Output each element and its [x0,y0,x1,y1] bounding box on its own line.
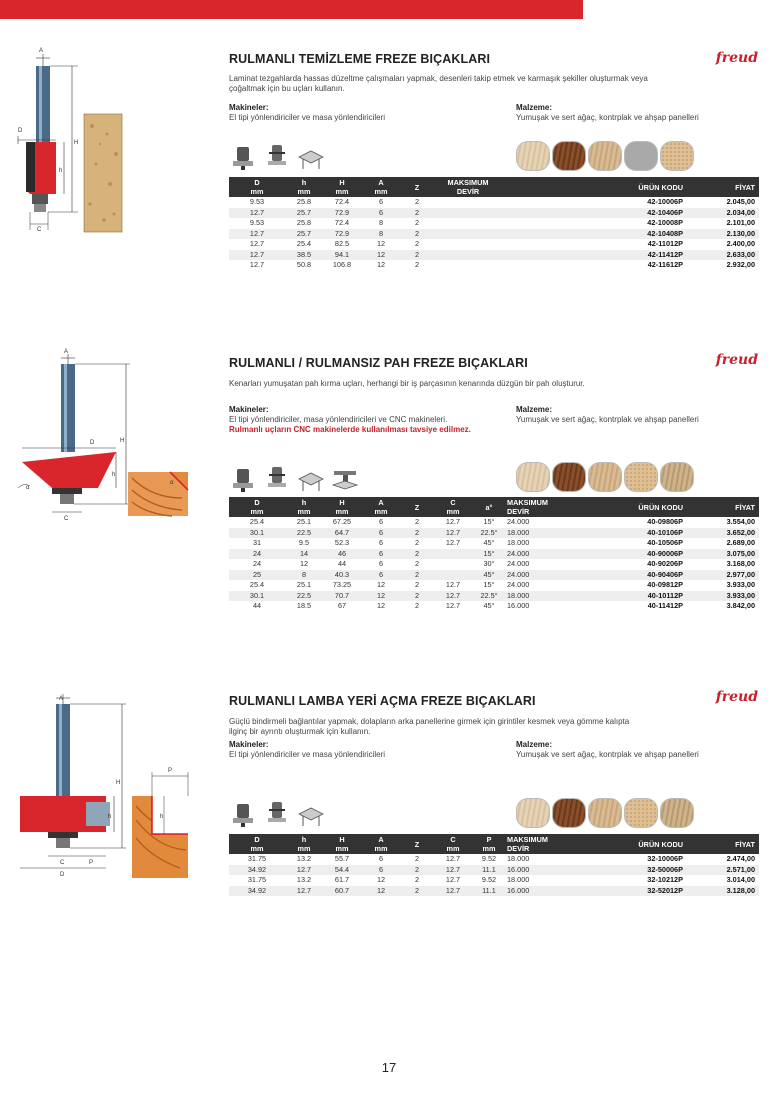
price-cell: 3.933,00 [726,580,755,589]
table-cell: 18.000 [505,591,565,602]
rabbet-bit-drawing [12,692,192,882]
table-cell: 13.2 [296,854,312,863]
price-cell: 3.014,00 [726,875,755,884]
dim-label-p: P [89,860,94,866]
table-cell: 31.75 [247,854,267,863]
table-cell: 2 [401,865,433,876]
table-cell: 2 [401,570,433,581]
table-cell: 2 [401,549,433,560]
machine-icons [229,800,325,828]
price-cell: 3.554,00 [726,517,755,526]
table-cell: 45° [473,570,505,581]
price-cell: 2.977,00 [687,570,759,581]
price-cell: 2.130,00 [687,229,759,240]
table-cell: 50.8 [296,260,312,269]
product-code-cell: 42-10006P [647,197,683,206]
table-cell: 15° [483,517,495,526]
section-description: Kenarları yumuşatan pah kırma uçları, herhangi bir iş parçasının kenarında düzgün bir pah oluşturur. [229,379,585,388]
table-cell: 9.5 [298,538,310,547]
price-cell: 3.168,00 [726,559,755,568]
dim-label-angle: α [26,485,30,491]
table-cell: 2 [401,886,433,897]
price-cell: 2.571,00 [687,865,759,876]
table-cell: 72.4 [334,197,350,206]
table-cell: 9.52 [481,854,497,863]
table-cell: 2 [401,229,433,240]
price-cell: 3.842,00 [726,601,755,610]
freud-logo: freud [715,689,758,705]
wood-swatch-chipboard [624,798,658,828]
dim-label-c: C [37,227,42,233]
section-description: Laminat tezgahlarda hassas düzeltme çalışmaları yapmak, desenleri takip etmek ve karmaşık şekiller oluşturmak veya çoğaltmak için bu uçları kullanın. [229,74,648,93]
table-cell: 2 [414,559,420,568]
table-cell: 9.53 [249,218,265,227]
table-cell: 72.4 [334,218,350,227]
machines-text: El tipi yönlendiriciler ve masa yönlendiricileri [229,113,386,122]
table-cell: 106.8 [332,260,352,269]
dim-label-c: C [60,860,65,866]
col-header: D mm [229,497,285,517]
dim-label-h-cut: h [59,168,63,174]
table-cell: 12.7 [433,528,473,539]
table-cell: 2 [414,580,420,589]
table-cell: 25.4 [296,239,312,248]
table-cell: 8 [361,229,401,240]
table-cell: 2 [401,208,433,219]
price-cell: 2.034,00 [687,208,759,219]
table-cell: 15° [483,580,495,589]
table-cell: 55.7 [334,854,350,863]
col-header: A mm [361,497,401,517]
table-cell: 11.1 [473,865,505,876]
table-cell: 16.000 [505,886,565,897]
col-header: FİYAT [687,834,759,854]
col-header: MAKSIMUM DEVİR [505,497,565,517]
table-cell: 12.7 [285,865,323,876]
table-cell: 22.5° [473,591,505,602]
product-code-cell: 40-09812P [647,580,683,589]
table-cell: 12.7 [445,854,461,863]
product-code-cell: 32-10212P [647,875,683,884]
product-code-cell: 42-10008P [647,218,683,227]
table-cell: 34.92 [229,865,285,876]
table-cell: 45° [483,538,495,547]
freud-logo: freud [715,50,758,66]
dim-label-p-work: P [168,768,173,774]
dim-label-d: D [90,440,95,446]
table-cell: 25.1 [296,580,312,589]
table-cell: 22.5 [285,528,323,539]
table-cell: 12.7 [229,250,285,261]
table-cell: 2 [414,601,420,610]
table-cell: 12.7 [445,875,461,884]
table-cell: 12 [299,559,309,568]
table-cell: 2 [414,854,420,863]
table-cell: 12 [361,886,401,897]
col-header: D mm [229,177,285,197]
table-cell: 12.7 [433,886,473,897]
table-cell: 6 [361,549,401,560]
handheld-router-icon [229,800,257,828]
product-code-cell: 40-10112P [565,591,687,602]
product-code-cell: 40-10106P [565,528,687,539]
table-cell: 70.7 [323,591,361,602]
material-label: Malzeme: [516,740,553,749]
col-header: A mm [361,177,401,197]
col-header: Z [401,834,433,854]
col-header: a° [473,497,505,517]
table-cell: 52.3 [334,538,350,547]
table-cell: 12 [361,591,401,602]
table-cell: 12.7 [229,208,285,219]
table-cell: 22.5 [285,591,323,602]
router-table-icon [297,800,325,828]
table-cell: 2 [401,528,433,539]
wood-swatch-plywood [588,798,622,828]
col-header: ÜRÜN KODU [565,834,687,854]
product-code-cell: 42-11412P [503,250,687,261]
table-cell: 31 [252,538,262,547]
section-description: Güçlü bindirmeli bağlantılar yapmak, dolapların arka panellerine girmek için girintiler kesmek veya gömme kalıpta ilginç bir ayrıntı oluşturmak için kullanın. [229,717,630,736]
table-cell: 12.7 [433,591,473,602]
cnc-warning: Rulmanlı uçların CNC makinelerde kullanılması tavsiye edilmez. [229,425,471,434]
product-code-cell: 42-11612P [647,260,683,269]
table-cell: 6 [361,528,401,539]
table-cell: 2 [414,517,420,526]
col-header: D mm [229,834,285,854]
table-cell: 94.1 [323,250,361,261]
table-cell: 25.1 [296,517,312,526]
table-cell: 2 [401,250,433,261]
table-cell: 6 [378,559,384,568]
product-code-cell: 40-90406P [565,570,687,581]
table-cell: 31.75 [247,875,267,884]
table-cell: 18.000 [507,854,530,863]
col-header: MAKSIMUM DEVİR [433,177,503,197]
table-cell: 45° [483,601,495,610]
table-row [229,875,759,886]
col-header: P mm [473,834,505,854]
product-code-cell: 32-10006P [647,854,683,863]
table-cell: 12.7 [445,517,461,526]
table-cell: 18.000 [507,538,530,547]
product-code-cell: 40-10506P [647,538,683,547]
section-title: RULMANLI / RULMANSIZ PAH FREZE BIÇAKLARI [229,356,528,370]
table-cell: 24 [229,549,285,560]
product-code-cell: 32-52012P [565,886,687,897]
dim-label-h-cut: h [108,814,112,820]
table-cell: 15° [473,549,505,560]
table-cell: 12.7 [433,865,473,876]
machines-text: El tipi yönlendiriciler ve masa yönlendiricileri [229,750,386,759]
wood-swatch-dark [552,798,586,828]
table-cell: 8 [285,570,323,581]
price-cell: 2.932,00 [726,260,755,269]
wood-swatch-light [516,798,550,828]
dim-label-h-work: h [160,814,164,820]
dim-label-a: A [39,48,44,54]
price-cell: 2.400,00 [726,239,755,248]
dim-label-h-cut: h [112,472,116,478]
table-cell: 44 [252,601,262,610]
col-header: h mm [285,177,323,197]
table-cell: 12.7 [445,538,461,547]
table-row [229,854,759,865]
table-cell: 9.52 [481,875,497,884]
col-header: C mm [433,834,473,854]
table-cell: 73.25 [332,580,352,589]
table-cell: 30.1 [229,528,285,539]
table-cell: 12.7 [249,239,265,248]
table-cell: 30.1 [229,591,285,602]
table-cell: 2 [414,239,420,248]
table-cell: 25.7 [285,208,323,219]
table-row [229,886,759,897]
product-code-cell: 40-90206P [647,559,683,568]
table-cell: 72.9 [323,229,361,240]
table-cell: 14 [285,549,323,560]
price-cell: 3.128,00 [687,886,759,897]
dim-label-a: A [64,349,69,355]
table-cell: 22.5° [473,528,505,539]
product-code-cell: 40-09806P [647,517,683,526]
price-cell: 3.075,00 [687,549,759,560]
table-cell: 25.4 [249,517,265,526]
dim-label-d: D [18,128,23,134]
material-swatches [516,798,694,828]
col-header: Z [401,177,433,197]
table-cell: 25.7 [285,229,323,240]
table-cell: 54.4 [323,865,361,876]
col-header: MAKSIMUM DEVİR [505,834,565,854]
table-header-row [229,834,759,854]
table-cell: 18.000 [505,528,565,539]
table-cell: 44 [337,559,347,568]
section-title: RULMANLI TEMİZLEME FREZE BIÇAKLARI [229,52,491,66]
material-block [516,740,716,760]
table-cell: 24.000 [507,580,530,589]
price-cell: 3.933,00 [687,591,759,602]
dim-label-h-total: H [120,438,125,444]
price-cell: 2.633,00 [687,250,759,261]
product-code-cell: 42-10408P [503,229,687,240]
plunge-router-icon [263,800,291,828]
table-cell: 2 [414,260,420,269]
table-cell: 25.8 [296,218,312,227]
section-title: RULMANLI LAMBA YERİ AÇMA FREZE BIÇAKLARI [229,694,536,708]
col-header: H mm [323,177,361,197]
price-cell: 2.474,00 [726,854,755,863]
machines-text: El tipi yönlendiriciler, masa yönlendiricileri ve CNC makineleri. [229,415,448,424]
col-header: Z [401,497,433,517]
table-cell: 18.5 [296,601,312,610]
table-cell: 64.7 [323,528,361,539]
table-cell: 2 [401,591,433,602]
table-cell: 67 [337,601,347,610]
col-header: ÜRÜN KODU [565,497,687,517]
dim-label-angle-work: α [170,480,174,486]
material-text: Yumuşak ve sert ağaç, kontrplak ve ahşap panelleri [516,750,699,759]
table-cell: 6 [378,197,384,206]
table-cell: 2 [414,538,420,547]
table-cell: 6 [378,538,384,547]
material-text: Yumuşak ve sert ağaç, kontrplak ve ahşap panelleri [516,113,699,122]
table-cell: 12 [376,875,386,884]
table-cell: 12.7 [285,886,323,897]
table-cell: 16.000 [507,601,530,610]
col-header: ÜRÜN KODU [503,177,687,197]
product-code-cell: 32-50006P [565,865,687,876]
table-cell: 9.53 [249,197,265,206]
table-cell: 24.000 [505,570,565,581]
table-cell: 12 [376,601,386,610]
table-cell: 12.7 [445,580,461,589]
col-header: FİYAT [687,177,759,197]
table-cell: 12 [376,260,386,269]
dim-label-h-total: H [116,780,121,786]
table-cell: 2 [414,218,420,227]
table-cell: 6 [378,517,384,526]
table-cell: 12.7 [249,260,265,269]
table-cell: 2 [414,875,420,884]
product-table [229,834,759,896]
table-cell: 6 [361,208,401,219]
material-label: Malzeme: [516,405,553,414]
product-code-cell: 42-10406P [503,208,687,219]
table-cell: 12 [376,239,386,248]
table-cell: 40.3 [323,570,361,581]
table-cell: 12 [361,250,401,261]
table-cell: 18.000 [507,875,530,884]
table-cell: 12.7 [229,229,285,240]
table-cell: 2 [414,197,420,206]
product-code-cell: 40-11412P [647,601,683,610]
table-cell: 25 [229,570,285,581]
table-cell: 60.7 [323,886,361,897]
table-cell: 6 [378,854,384,863]
table-cell: 25.4 [249,580,265,589]
table-cell: 34.92 [229,886,285,897]
dim-label-h-total: H [74,140,79,146]
col-header: h mm [285,834,323,854]
col-header: h mm [285,497,323,517]
material-text: Yumuşak ve sert ağaç, kontrplak ve ahşap panelleri [516,415,699,424]
dim-label-c: C [64,516,69,522]
wood-swatch-oak [660,798,694,828]
table-cell: 24 [252,559,262,568]
table-cell: 12.7 [445,601,461,610]
freud-logo: freud [715,352,758,368]
table-cell: 24.000 [507,559,530,568]
page-number: 17 [381,1060,397,1075]
table-row [229,865,759,876]
table-cell: 16.000 [505,865,565,876]
col-header: C mm [433,497,473,517]
table-cell: 8 [378,218,384,227]
table-cell: 6 [361,570,401,581]
machines-label: Makineler: [229,103,269,112]
table-cell: 72.9 [323,208,361,219]
price-cell: 2.045,00 [726,197,755,206]
product-code-cell: 40-90006P [565,549,687,560]
machines-block [229,740,499,760]
price-cell: 3.652,00 [687,528,759,539]
col-header: H mm [323,834,361,854]
table-cell: 13.2 [296,875,312,884]
table-cell: 46 [323,549,361,560]
table-cell: 38.5 [285,250,323,261]
table-cell: 25.8 [296,197,312,206]
product-code-cell: 42-11012P [647,239,683,248]
table-cell: 12 [376,580,386,589]
table-cell: 6 [361,865,401,876]
col-header: FİYAT [687,497,759,517]
machines-label: Makineler: [229,405,269,414]
material-label: Malzeme: [516,103,553,112]
price-cell: 2.689,00 [726,538,755,547]
machines-label: Makineler: [229,740,269,749]
table-cell: 82.5 [334,239,350,248]
table-cell: 61.7 [334,875,350,884]
table-cell: 24.000 [505,549,565,560]
dim-label-a: A [59,696,64,702]
table-cell: 30° [483,559,495,568]
price-cell: 2.101,00 [726,218,755,227]
col-header: A mm [361,834,401,854]
table-cell: 24.000 [507,517,530,526]
table-cell: 67.25 [332,517,352,526]
dim-label-d: D [60,872,65,878]
col-header: H mm [323,497,361,517]
table-cell: 11.1 [473,886,505,897]
table-body [229,854,759,896]
